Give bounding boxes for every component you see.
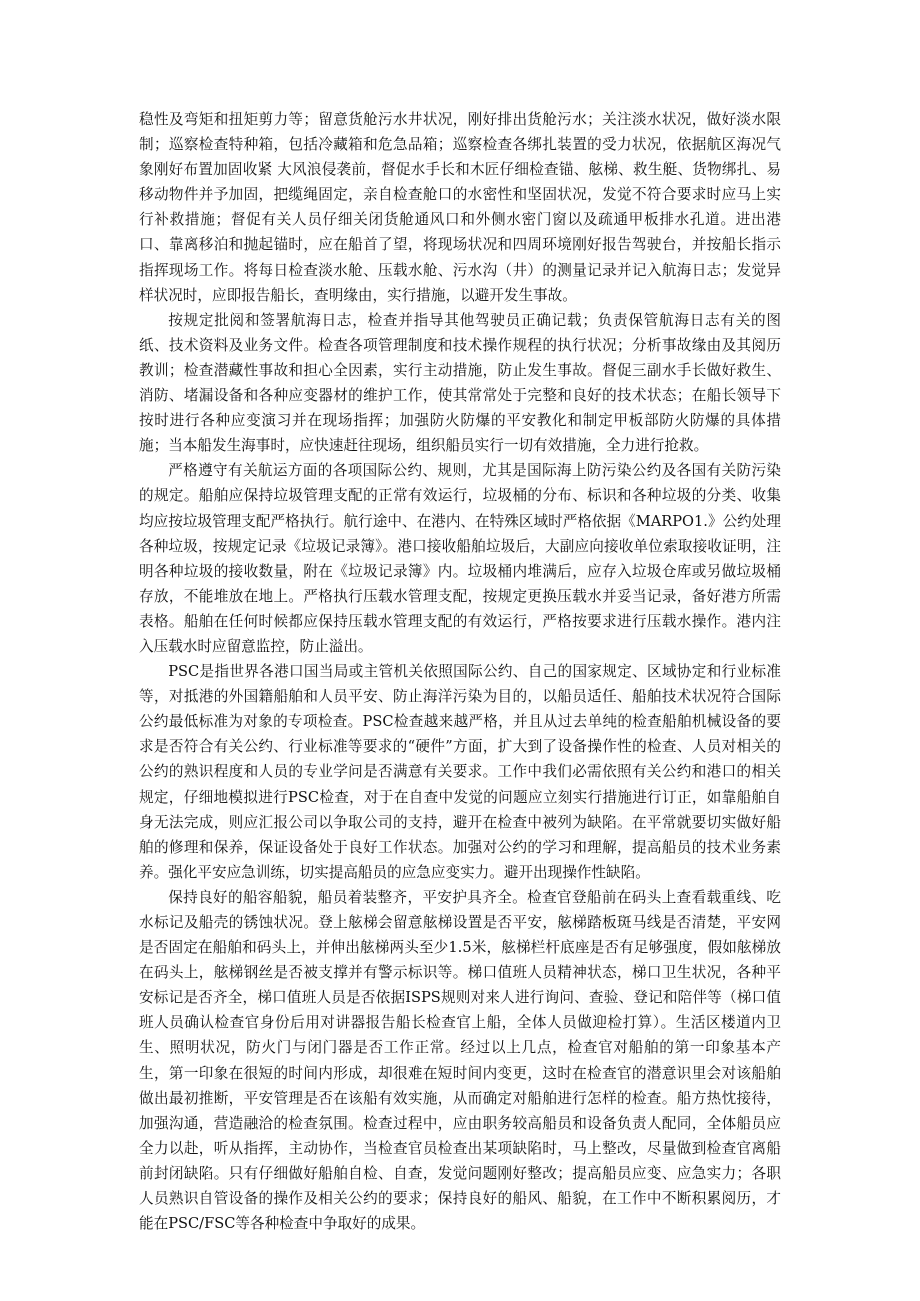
document-page: [139, 107, 781, 1236]
paragraph-1: 稳性及弯矩和扭矩剪力等；留意货舱污水井状况，刚好排出货舱污水；关注淡水状况，做好淡水限制；巡察检查特种箱，包括冷藏箱和危急品箱；巡察检查各绑扎装置的受力状况，依据航区海况气象刚好布置加固收紧 大风浪侵袭前，督促水手长和木匠仔细检查锚、舷梯、救生艇、货物绑扎、易移动物件并予加固，把缆绳固定，亲自检查舱口的水密性和坚固状况，发觉不符合要求时应马上实行补救措施；督促有关人员仔细关闭货舱通风口和外侧水密门窗以及疏通甲板排水孔道。进出港口、靠离移泊和抛起锚时，应在船首了望，将现场状况和四周环境刚好报告驾驶台，并按船长指示指挥现场工作。将每日检查淡水舱、压载水舱、污水沟（井）的测量记录并记入航海日志；发觉异样状况时，应即报告船长，查明缘由，实行措施，以避开发生事故。: [139, 111, 781, 304]
paragraph-4: PSC是指世界各港口国当局或主管机关依照国际公约、自己的国家规定、区域协定和行业标准等，对抵港的外国籍船舶和人员平安、防止海洋污染为目的，以船员适任、船舶技术状况符合国际公约最低标准为对象的专项检查。PSC检查越来越严格，并且从过去单纯的检查船舶机械设备的要求是否符合有关公约、行业标准等要求的“硬件”方面，扩大到了设备操作性的检查、人员对相关的公约的熟识程度和人员的专业学问是否满意有关要求。工作中我们必需依照有关公约和港口的相关规定，仔细地模拟进行PSC检查，对于在自查中发觉的问题应立刻实行措施进行订正，如靠船舶自身无法完成，则应汇报公司以争取公司的支持，避开在检查中被列为缺陷。在平常就要切实做好船舶的修理和保养，保证设备处于良好工作状态。加强对公约的学习和理解，提高船员的技术业务素养。强化平安应急训练，切实提高船员的应急应变实力。避开出现操作性缺陷。: [139, 663, 781, 881]
paragraph-5: 保持良好的船容船貌，船员着装整齐，平安护具齐全。检查官登船前在码头上查看载重线、吃水标记及船壳的锈蚀状况。登上舷梯会留意舷梯设置是否平安，舷梯踏板斑马线是否清楚，平安网是否固定在船舶和码头上，并伸出舷梯两头至少1.5米，舷梯栏杆底座是否有足够强度，假如舷梯放在码头上，舷梯钢丝是否被支撑并有警示标识等。梯口值班人员精神状态，梯口卫生状况，各种平安标记是否齐全，梯口值班人员是否依据ISPS规则对来人进行询问、查验、登记和陪伴等（梯口值班人员确认检查官身份后用对讲器报告船长检查官上船，全体人员做迎检打算）。生活区楼道内卫生、照明状况，防火门与闭门器是否工作正常。经过以上几点，检查官对船舶的第一印象基本产生，第一印象在很短的时间内形成，却很难在短时间内变更，这时在检查官的潜意识里会对该船舶做出最初推断，平安管理是否在该船有效实施，从而确定对船舶进行怎样的检查。船方热忱接待，加强沟通，营造融洽的检查氛围。检查过程中，应由职务较高船员和设备负责人配同，全体船员应全力以赴，听从指挥，主动协作，当检查官员检查出某项缺陷时，马上整改，尽量做到检查官离船前封闭缺陷。只有仔细做好船舶自检、自查，发觉问题刚好整改；提高船员应变、应急实力；各职人员熟识自管设备的操作及相关公约的要求；保持良好的船风、船貌，在工作中不断积累阅历，才能在PSC/FSC等各种检查中争取好的成果。: [139, 888, 781, 1233]
paragraph-3: 严格遵守有关航运方面的各项国际公约、规则，尤其是国际海上防污染公约及各国有关防污染的规定。船舶应保持垃圾管理支配的正常有效运行，垃圾桶的分布、标识和各种垃圾的分类、收集均应按垃圾管理支配严格执行。航行途中、在港内、在特殊区域时严格依据《MARPO1.》公约处理各种垃圾，按规定记录《垃圾记录簿》。港口接收船舶垃圾后，大副应向接收单位索取接收证明，注明各种垃圾的接收数量，附在《垃圾记录簿》内。垃圾桶内堆满后，应存入垃圾仓库或另做垃圾桶存放，不能堆放在地上。严格执行压载水管理支配，按规定更换压载水并妥当记录，备好港方所需表格。船舶在任何时候都应保持压载水管理支配的有效运行，严格按要求进行压载水操作。港内注入压载水时应留意监控，防止溢出。: [139, 462, 781, 655]
paragraph-2: 按规定批阅和签署航海日志，检查并指导其他驾驶员正确记载；负责保管航海日志有关的图纸、技术资料及业务文件。检查各项管理制度和技术操作规程的执行状况；分析事故缘由及其阅历教训；检查潜藏性事故和担心全因素，实行主动措施，防止发生事故。督促三副水手长做好救生、消防、堵漏设备和各种应变器材的维护工作，使其常常处于完整和良好的技术状态；在船长领导下按时进行各种应变演习并在现场指挥；加强防火防爆的平安教化和制定甲板部防火防爆的具体措施；当本船发生海事时，应快速赶往现场，组织船员实行一切有效措施，全力进行抢救。: [139, 311, 781, 455]
